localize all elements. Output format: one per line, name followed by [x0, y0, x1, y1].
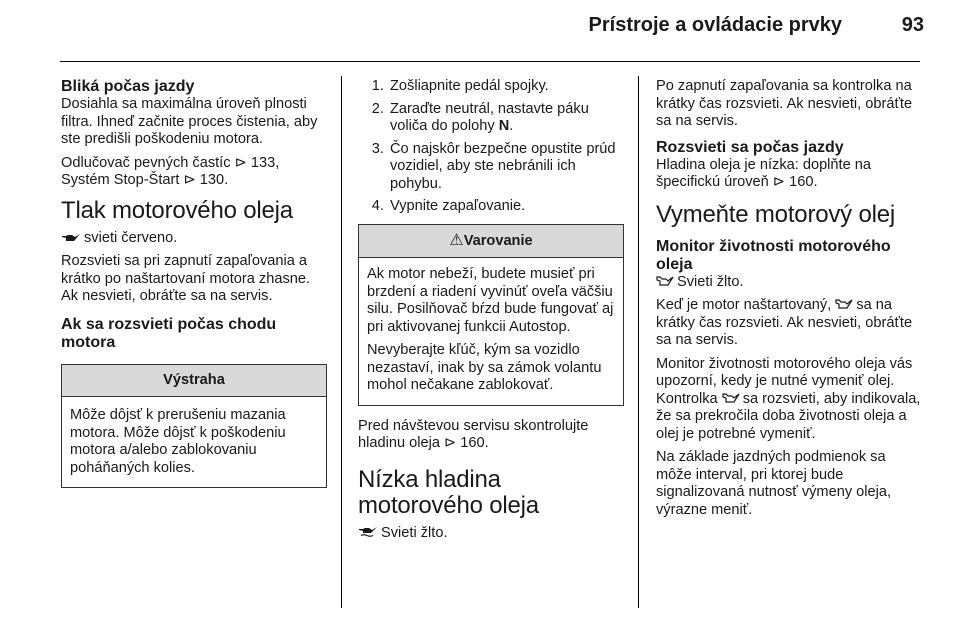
heading-lit-while-driving: Rozsvieti sa počas jazdy [656, 138, 844, 156]
text: . [509, 118, 514, 134]
text: Monitor životnosti motorového oleja vás upozorní, kedy je nutné vymeniť olej. Kontrolka [656, 355, 913, 407]
warning-triangle-icon: ⚠ [449, 231, 464, 249]
warning-box [358, 224, 624, 406]
text: sa rozsvieti, aby indikovala, že sa prekročila doba životnosti oleja a olej je potrebné vymeniť. [656, 390, 921, 442]
paragraph: Rozsvieti sa pri zapnutí zapaľovania a krátko po naštartovaní motora zhasne. Ak nesvieti, obráťte sa na servis. [61, 253, 311, 304]
heading-change-engine-oil: Vymeňte motorový olej [656, 200, 896, 228]
paragraph-reference: Hladina oleja je nízka: doplňte na špecifickú úroveň ⊳ 160. [656, 156, 872, 190]
caution-box [61, 364, 327, 489]
paragraph: Dosiahla sa maximálna úroveň plnosti filtra. Ihneď začnite proces čistenia, aby ste predišli poškodeniu motora. [61, 96, 318, 147]
text: Zaraďte neutrál, nastavte páku voliča do polohy [390, 100, 589, 134]
oil-change-icon [835, 297, 853, 315]
text: Varovanie [463, 232, 533, 249]
caution-box-title: Výstraha [62, 365, 326, 398]
list-item: 4. Vypnite zapaľovanie. [388, 198, 624, 216]
heading-if-lit-while-running: Ak sa rozsvieti počas chodu motora [61, 315, 277, 351]
page-header-title: Prístroje a ovládacie prvky [588, 14, 842, 36]
column-2 [358, 78, 624, 548]
text: Svieti žlto. [381, 524, 448, 541]
paragraph [656, 297, 924, 350]
paragraph: Na základe jazdných podmienok sa môže interval, pri ktorej bude signalizovaná nutnosť výmeny oleja, výrazne meniť. [656, 449, 892, 518]
paragraph [656, 356, 924, 444]
oil-change-icon [656, 274, 674, 292]
warning-text: Ak motor nebeží, budete musieť pri brzdení a riadení vyvinúť oveľa väčšiu silu. Posilňovač bŕzd bude fungovať aj pri aktivovanej funkcii Autostop. [367, 266, 614, 335]
oil-change-icon [722, 391, 740, 409]
caution-box-text: Môže dôjsť k prerušeniu mazania motora. Môže dôjsť k poškodeniu motora a/alebo zablokovaniu poháňaných kolies. [70, 407, 286, 476]
text: sa na krátky čas rozsvieti. Ak nesvieti, obráťte sa na servis. [656, 297, 913, 348]
paragraph-reference: Odlučovač pevných častíc ⊳ 133, Systém Stop-Štart ⊳ 130. [61, 154, 280, 188]
paragraph-reference: Pred návštevou servisu skontrolujte hladinu oleja ⊳ 160. [358, 417, 589, 451]
list-item [388, 101, 624, 136]
paragraph [358, 525, 624, 543]
heading-oil-pressure: Tlak motorového oleja [61, 196, 293, 224]
column-divider-1 [341, 76, 342, 608]
column-1 [61, 78, 327, 500]
heading-oil-life-monitor: Monitor životnosti motorového oleja [656, 237, 891, 273]
header-rule [60, 61, 920, 62]
text: Keď je motor naštartovaný, [656, 297, 832, 313]
warning-text: Nevyberajte kľúč, kým sa vozidlo nezastaví, inak by sa zámok volantu mohol nečakane zablokovať. [367, 342, 602, 393]
list-item: 3. Čo najskôr bezpečne opustite prúd vozidiel, aby ste nebránili ich pohybu. [388, 141, 624, 194]
text: Svieti žlto. [677, 273, 744, 290]
page-number: 93 [901, 14, 924, 36]
steps-list [358, 78, 624, 216]
warning-box-title [359, 225, 623, 259]
text: Po zapnutí zapaľovania sa kontrolka na krátky čas rozsvieti. Ak nesvieti, obráťte sa na servis. [656, 78, 913, 129]
heading-low-oil-level: Nízka hladina motorového oleja [358, 465, 539, 519]
oil-level-icon [358, 525, 378, 543]
column-3 [656, 78, 924, 525]
column-divider-2 [638, 76, 639, 608]
heading-blinks-while-driving: Bliká počas jazdy [61, 78, 195, 95]
text-bold: N [498, 118, 510, 134]
paragraph [656, 274, 924, 292]
text: svieti červeno. [84, 229, 178, 246]
paragraph [61, 230, 327, 248]
oil-can-icon [61, 230, 81, 248]
paragraph [656, 78, 924, 131]
list-item: 1. Zošliapnite pedál spojky. [388, 78, 624, 96]
